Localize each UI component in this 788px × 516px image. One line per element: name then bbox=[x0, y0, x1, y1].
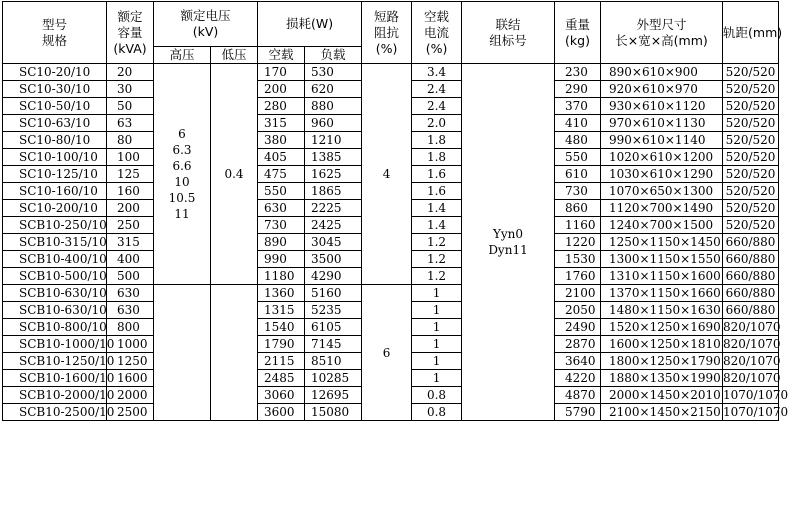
capacity-cell: 100 bbox=[107, 149, 154, 166]
track-cell: 520/520 bbox=[723, 166, 779, 183]
model-cell: SCB10-2500/10 bbox=[3, 404, 107, 421]
model-cell: SC10-125/10 bbox=[3, 166, 107, 183]
model-cell: SCB10-250/10 bbox=[3, 217, 107, 234]
track-cell: 520/520 bbox=[723, 115, 779, 132]
dimensions-cell: 1520×1250×1690 bbox=[601, 319, 723, 336]
dimensions-cell: 970×610×1130 bbox=[601, 115, 723, 132]
model-cell: SCB10-630/10 bbox=[3, 285, 107, 302]
impedance-cell: 4 bbox=[362, 64, 412, 285]
track-cell: 660/880 bbox=[723, 268, 779, 285]
model-cell: SCB10-400/10 bbox=[3, 251, 107, 268]
loss-noload-cell: 170 bbox=[258, 64, 305, 81]
noload-current-cell: 3.4 bbox=[412, 64, 462, 81]
dimensions-cell: 2000×1450×2010 bbox=[601, 387, 723, 404]
capacity-cell: 160 bbox=[107, 183, 154, 200]
loss-load-cell: 5235 bbox=[305, 302, 362, 319]
noload-current-cell: 1 bbox=[412, 285, 462, 302]
loss-load-cell: 15080 bbox=[305, 404, 362, 421]
model-cell: SCB10-1600/10 bbox=[3, 370, 107, 387]
model-cell: SC10-80/10 bbox=[3, 132, 107, 149]
capacity-cell: 2500 bbox=[107, 404, 154, 421]
loss-load-cell: 5160 bbox=[305, 285, 362, 302]
track-cell: 520/520 bbox=[723, 217, 779, 234]
dimensions-cell: 890×610×900 bbox=[601, 64, 723, 81]
weight-cell: 3640 bbox=[555, 353, 601, 370]
capacity-cell: 500 bbox=[107, 268, 154, 285]
model-cell: SCB10-500/10 bbox=[3, 268, 107, 285]
dimensions-cell: 990×610×1140 bbox=[601, 132, 723, 149]
loss-load-cell: 1210 bbox=[305, 132, 362, 149]
low-voltage-empty-cell bbox=[211, 285, 258, 421]
capacity-cell: 2000 bbox=[107, 387, 154, 404]
table-row bbox=[3, 285, 779, 302]
weight-cell: 610 bbox=[555, 166, 601, 183]
loss-load-cell: 10285 bbox=[305, 370, 362, 387]
model-cell: SC10-160/10 bbox=[3, 183, 107, 200]
capacity-cell: 315 bbox=[107, 234, 154, 251]
track-cell: 520/520 bbox=[723, 98, 779, 115]
weight-cell: 730 bbox=[555, 183, 601, 200]
model-cell: SC10-200/10 bbox=[3, 200, 107, 217]
loss-noload-cell: 1790 bbox=[258, 336, 305, 353]
loss-noload-cell: 1540 bbox=[258, 319, 305, 336]
noload-current-cell: 1.4 bbox=[412, 200, 462, 217]
track-cell: 520/520 bbox=[723, 64, 779, 81]
dimensions-cell: 1020×610×1200 bbox=[601, 149, 723, 166]
track-cell: 820/1070 bbox=[723, 371, 781, 385]
weight-cell: 230 bbox=[555, 64, 601, 81]
capacity-cell: 80 bbox=[107, 132, 154, 149]
capacity-cell: 250 bbox=[107, 217, 154, 234]
noload-current-cell: 2.4 bbox=[412, 81, 462, 98]
model-cell: SC10-50/10 bbox=[3, 98, 107, 115]
loss-noload-cell: 2485 bbox=[258, 370, 305, 387]
high-voltage-empty-cell bbox=[154, 285, 211, 421]
noload-current-cell: 1.2 bbox=[412, 268, 462, 285]
loss-noload-cell: 890 bbox=[258, 234, 305, 251]
loss-load-cell: 1385 bbox=[305, 149, 362, 166]
loss-load-cell: 1865 bbox=[305, 183, 362, 200]
weight-cell: 290 bbox=[555, 81, 601, 98]
header-loss-load: 负载 bbox=[305, 47, 362, 64]
loss-load-cell: 620 bbox=[305, 81, 362, 98]
noload-current-cell: 1 bbox=[412, 336, 462, 353]
vector-group-cell: Yyn0 Dyn11 bbox=[462, 64, 555, 421]
loss-noload-cell: 1360 bbox=[258, 285, 305, 302]
loss-load-cell: 1625 bbox=[305, 166, 362, 183]
header-loss-noload: 空载 bbox=[258, 47, 305, 64]
noload-current-cell: 1.8 bbox=[412, 149, 462, 166]
dimensions-cell: 1310×1150×1600 bbox=[601, 268, 723, 285]
track-cell: 520/520 bbox=[723, 81, 779, 98]
dimensions-cell: 1240×700×1500 bbox=[601, 217, 723, 234]
dimensions-cell: 1480×1150×1630 bbox=[601, 302, 723, 319]
transformer-spec-table bbox=[2, 1, 788, 421]
loss-load-cell: 3500 bbox=[305, 251, 362, 268]
track-cell: 520/520 bbox=[723, 200, 779, 217]
noload-current-cell: 1 bbox=[412, 353, 462, 370]
loss-noload-cell: 315 bbox=[258, 115, 305, 132]
header-noload-current: 空载 电流 (%) bbox=[412, 2, 462, 64]
capacity-cell: 400 bbox=[107, 251, 154, 268]
loss-load-cell: 530 bbox=[305, 64, 362, 81]
noload-current-cell: 1 bbox=[412, 319, 462, 336]
capacity-cell: 50 bbox=[107, 98, 154, 115]
track-cell: 660/880 bbox=[723, 302, 779, 319]
dimensions-cell: 1070×650×1300 bbox=[601, 183, 723, 200]
track-cell: 820/1070 bbox=[723, 354, 781, 368]
loss-noload-cell: 3060 bbox=[258, 387, 305, 404]
header-capacity: 额定 容量 (kVA) bbox=[107, 2, 154, 64]
dimensions-cell: 1120×700×1490 bbox=[601, 200, 723, 217]
loss-noload-cell: 630 bbox=[258, 200, 305, 217]
header-track: 轨距(mm) bbox=[723, 2, 779, 64]
loss-noload-cell: 1315 bbox=[258, 302, 305, 319]
track-cell: 660/880 bbox=[723, 285, 779, 302]
weight-cell: 4220 bbox=[555, 370, 601, 387]
header-weight: 重量 (kg) bbox=[555, 2, 601, 64]
header-loss: 损耗(W) bbox=[258, 2, 362, 47]
weight-cell: 2050 bbox=[555, 302, 601, 319]
track-cell: 820/1070 bbox=[723, 320, 781, 334]
model-cell: SCB10-315/10 bbox=[3, 234, 107, 251]
model-cell: SC10-100/10 bbox=[3, 149, 107, 166]
model-cell: SCB10-630/10 bbox=[3, 302, 107, 319]
loss-load-cell: 12695 bbox=[305, 387, 362, 404]
model-cell: SC10-20/10 bbox=[3, 64, 107, 81]
weight-cell: 370 bbox=[555, 98, 601, 115]
loss-noload-cell: 280 bbox=[258, 98, 305, 115]
dimensions-cell: 1250×1150×1450 bbox=[601, 234, 723, 251]
track-cell: 520/520 bbox=[723, 132, 779, 149]
capacity-cell: 20 bbox=[107, 64, 154, 81]
model-cell: SCB10-1000/10 bbox=[3, 336, 107, 353]
dimensions-cell: 1300×1150×1550 bbox=[601, 251, 723, 268]
header-impedance: 短路 阻抗 (%) bbox=[362, 2, 412, 64]
capacity-cell: 630 bbox=[107, 302, 154, 319]
header-model: 型号 规格 bbox=[3, 2, 107, 64]
high-voltage-cell: 6 6.3 6.6 10 10.5 11 bbox=[154, 64, 211, 285]
weight-cell: 1760 bbox=[555, 268, 601, 285]
loss-load-cell: 4290 bbox=[305, 268, 362, 285]
noload-current-cell: 1.2 bbox=[412, 234, 462, 251]
loss-noload-cell: 380 bbox=[258, 132, 305, 149]
loss-noload-cell: 730 bbox=[258, 217, 305, 234]
dimensions-cell: 1800×1250×1790 bbox=[601, 353, 723, 370]
weight-cell: 550 bbox=[555, 149, 601, 166]
noload-current-cell: 1.8 bbox=[412, 132, 462, 149]
weight-cell: 480 bbox=[555, 132, 601, 149]
capacity-cell: 125 bbox=[107, 166, 154, 183]
loss-noload-cell: 200 bbox=[258, 81, 305, 98]
loss-load-cell: 8510 bbox=[305, 353, 362, 370]
capacity-cell: 800 bbox=[107, 319, 154, 336]
loss-load-cell: 2225 bbox=[305, 200, 362, 217]
noload-current-cell: 2.0 bbox=[412, 115, 462, 132]
weight-cell: 1220 bbox=[555, 234, 601, 251]
noload-current-cell: 1 bbox=[412, 370, 462, 387]
header-vector-group: 联结 组标号 bbox=[462, 2, 555, 64]
model-cell: SCB10-800/10 bbox=[3, 319, 107, 336]
header-dimensions: 外型尺寸 长×宽×高(mm) bbox=[601, 2, 723, 64]
loss-noload-cell: 405 bbox=[258, 149, 305, 166]
noload-current-cell: 0.8 bbox=[412, 387, 462, 404]
model-cell: SC10-63/10 bbox=[3, 115, 107, 132]
dimensions-cell: 1880×1350×1990 bbox=[601, 370, 723, 387]
noload-current-cell: 1 bbox=[412, 302, 462, 319]
weight-cell: 1530 bbox=[555, 251, 601, 268]
header-rated-voltage: 额定电压 (kV) bbox=[154, 2, 258, 47]
dimensions-cell: 1370×1150×1660 bbox=[601, 285, 723, 302]
dimensions-cell: 1030×610×1290 bbox=[601, 166, 723, 183]
capacity-cell: 1250 bbox=[107, 353, 154, 370]
capacity-cell: 30 bbox=[107, 81, 154, 98]
noload-current-cell: 1.2 bbox=[412, 251, 462, 268]
table-row bbox=[3, 64, 779, 81]
track-cell: 1070/1070 bbox=[723, 405, 788, 419]
dimensions-cell: 920×610×970 bbox=[601, 81, 723, 98]
loss-load-cell: 6105 bbox=[305, 319, 362, 336]
weight-cell: 2490 bbox=[555, 319, 601, 336]
capacity-cell: 63 bbox=[107, 115, 154, 132]
model-cell: SCB10-1250/10 bbox=[3, 353, 107, 370]
capacity-cell: 200 bbox=[107, 200, 154, 217]
loss-load-cell: 2425 bbox=[305, 217, 362, 234]
noload-current-cell: 0.8 bbox=[412, 404, 462, 421]
loss-noload-cell: 3600 bbox=[258, 404, 305, 421]
noload-current-cell: 1.6 bbox=[412, 183, 462, 200]
weight-cell: 1160 bbox=[555, 217, 601, 234]
loss-noload-cell: 1180 bbox=[258, 268, 305, 285]
capacity-cell: 1000 bbox=[107, 336, 154, 353]
weight-cell: 2100 bbox=[555, 285, 601, 302]
dimensions-cell: 930×610×1120 bbox=[601, 98, 723, 115]
loss-load-cell: 7145 bbox=[305, 336, 362, 353]
low-voltage-cell: 0.4 bbox=[211, 64, 258, 285]
table-body bbox=[3, 64, 788, 421]
weight-cell: 2870 bbox=[555, 336, 601, 353]
capacity-cell: 630 bbox=[107, 285, 154, 302]
table-header bbox=[3, 2, 783, 64]
loss-load-cell: 880 bbox=[305, 98, 362, 115]
track-cell: 1070/1070 bbox=[723, 388, 788, 402]
track-cell: 520/520 bbox=[723, 149, 779, 166]
model-cell: SCB10-2000/10 bbox=[3, 387, 107, 404]
header-voltage-low: 低压 bbox=[211, 47, 258, 64]
track-cell: 520/520 bbox=[723, 183, 779, 200]
impedance-cell: 6 bbox=[362, 285, 412, 421]
noload-current-cell: 2.4 bbox=[412, 98, 462, 115]
model-cell: SC10-30/10 bbox=[3, 81, 107, 98]
track-cell: 660/880 bbox=[723, 251, 779, 268]
weight-cell: 410 bbox=[555, 115, 601, 132]
weight-cell: 4870 bbox=[555, 387, 601, 404]
loss-load-cell: 3045 bbox=[305, 234, 362, 251]
loss-noload-cell: 2115 bbox=[258, 353, 305, 370]
dimensions-cell: 1600×1250×1810 bbox=[601, 336, 723, 353]
noload-current-cell: 1.6 bbox=[412, 166, 462, 183]
weight-cell: 860 bbox=[555, 200, 601, 217]
header-voltage-high: 高压 bbox=[154, 47, 211, 64]
loss-noload-cell: 550 bbox=[258, 183, 305, 200]
track-cell: 660/880 bbox=[723, 234, 779, 251]
loss-noload-cell: 475 bbox=[258, 166, 305, 183]
track-cell: 820/1070 bbox=[723, 337, 781, 351]
loss-noload-cell: 990 bbox=[258, 251, 305, 268]
loss-load-cell: 960 bbox=[305, 115, 362, 132]
noload-current-cell: 1.4 bbox=[412, 217, 462, 234]
weight-cell: 5790 bbox=[555, 404, 601, 421]
dimensions-cell: 2100×1450×2150 bbox=[601, 404, 723, 421]
capacity-cell: 1600 bbox=[107, 370, 154, 387]
